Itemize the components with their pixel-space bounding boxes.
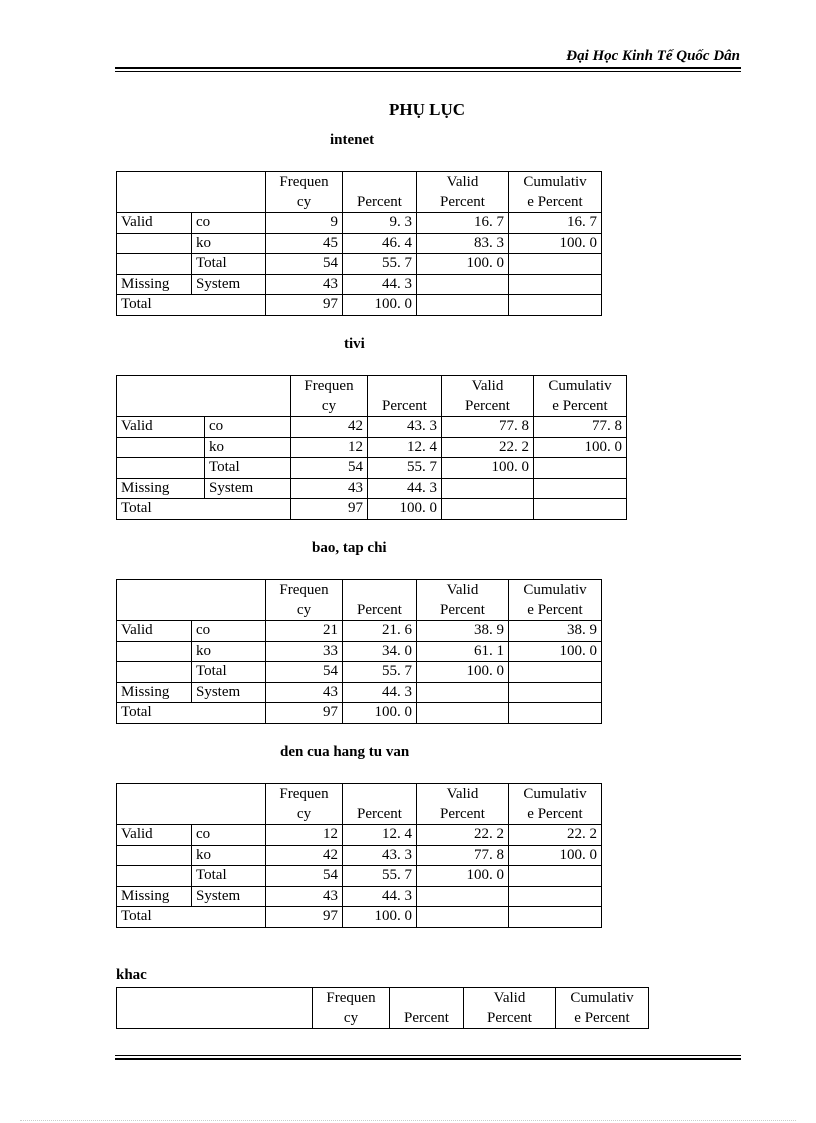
frequency-cell: 54 bbox=[266, 662, 343, 683]
table-row bbox=[117, 458, 627, 479]
header-blank-cell bbox=[117, 580, 266, 621]
col-header-frequency-line1: Frequen bbox=[326, 990, 376, 1006]
col-header-frequency-line2: cy bbox=[321, 397, 337, 414]
table-title: den cua hang tu van bbox=[280, 744, 410, 760]
valid-percent-cell: 100. 0 bbox=[417, 866, 509, 887]
cumulative-percent-cell bbox=[509, 703, 602, 724]
row-group-label bbox=[117, 845, 192, 866]
table-row bbox=[117, 866, 602, 887]
percent-cell: 12. 4 bbox=[368, 437, 442, 458]
col-header-frequency bbox=[266, 172, 343, 213]
frequency-cell: 21 bbox=[266, 621, 343, 642]
row-group-label: Valid bbox=[117, 417, 205, 438]
col-header-frequency bbox=[313, 988, 390, 1029]
table-row bbox=[117, 886, 602, 907]
frequency-table bbox=[116, 579, 602, 724]
col-header-cumulative-percent-line1: Cumulativ bbox=[548, 378, 612, 394]
frequency-cell: 97 bbox=[291, 499, 368, 520]
col-header-valid-percent bbox=[417, 172, 509, 213]
percent-cell: 44. 3 bbox=[368, 478, 442, 499]
table-row bbox=[117, 274, 602, 295]
row-group-label bbox=[117, 641, 192, 662]
col-header-frequency-line2: cy bbox=[296, 193, 312, 210]
row-group-label: Missing bbox=[117, 682, 192, 703]
col-header-valid-percent bbox=[464, 988, 556, 1029]
frequency-table bbox=[116, 783, 602, 928]
percent-cell: 44. 3 bbox=[343, 274, 417, 295]
percent-cell: 100. 0 bbox=[343, 295, 417, 316]
row-group-label bbox=[117, 866, 192, 887]
cumulative-percent-cell: 100. 0 bbox=[534, 437, 627, 458]
cumulative-percent-cell bbox=[509, 274, 602, 295]
row-group-label: Total bbox=[117, 295, 266, 316]
row-category-label: System bbox=[192, 886, 266, 907]
col-header-frequency bbox=[266, 784, 343, 825]
header-blank-cell bbox=[117, 988, 313, 1029]
col-header-valid-percent bbox=[417, 580, 509, 621]
col-header-frequency-line2: cy bbox=[343, 1009, 359, 1026]
cumulative-percent-cell bbox=[509, 295, 602, 316]
col-header-frequency-line2: cy bbox=[296, 805, 312, 822]
col-header-valid-percent bbox=[442, 376, 534, 417]
frequency-cell: 43 bbox=[291, 478, 368, 499]
col-header-valid-percent-line1: Valid bbox=[446, 582, 479, 598]
col-header-cumulative-percent bbox=[556, 988, 649, 1029]
page-header-text: Đại Học Kinh Tế Quốc Dân bbox=[566, 48, 740, 64]
valid-percent-cell: 16. 7 bbox=[417, 213, 509, 234]
frequency-cell: 45 bbox=[266, 233, 343, 254]
valid-percent-cell: 77. 8 bbox=[442, 417, 534, 438]
percent-cell: 100. 0 bbox=[368, 499, 442, 520]
frequency-cell: 42 bbox=[266, 845, 343, 866]
valid-percent-cell: 38. 9 bbox=[417, 621, 509, 642]
footer-rule-thin bbox=[115, 1055, 741, 1056]
cumulative-percent-cell: 22. 2 bbox=[509, 825, 602, 846]
row-category-label: System bbox=[192, 682, 266, 703]
frequency-cell: 12 bbox=[266, 825, 343, 846]
row-group-label: Missing bbox=[117, 478, 205, 499]
table-row bbox=[117, 825, 602, 846]
table-row bbox=[117, 703, 602, 724]
row-group-label: Total bbox=[117, 499, 291, 520]
cumulative-percent-cell bbox=[509, 886, 602, 907]
row-group-label: Valid bbox=[117, 213, 192, 234]
percent-cell: 100. 0 bbox=[343, 907, 417, 928]
col-header-cumulative-percent-line2: e Percent bbox=[574, 1009, 630, 1026]
cumulative-percent-cell bbox=[509, 866, 602, 887]
col-header-percent bbox=[343, 580, 417, 621]
col-header-valid-percent-line2: Percent bbox=[465, 397, 510, 414]
col-header-frequency bbox=[266, 580, 343, 621]
table-row bbox=[117, 295, 602, 316]
col-header-cumulative-percent-line2: e Percent bbox=[552, 397, 608, 414]
cumulative-percent-cell bbox=[509, 662, 602, 683]
frequency-cell: 42 bbox=[291, 417, 368, 438]
cumulative-percent-cell bbox=[534, 499, 627, 520]
valid-percent-cell: 100. 0 bbox=[417, 662, 509, 683]
row-category-label: System bbox=[192, 274, 266, 295]
col-header-valid-percent-line2: Percent bbox=[440, 193, 485, 210]
col-header-valid-percent-line1: Valid bbox=[446, 786, 479, 802]
table-title: bao, tap chi bbox=[312, 540, 387, 556]
cumulative-percent-cell: 100. 0 bbox=[509, 641, 602, 662]
col-header-percent-line1: Percent bbox=[357, 193, 402, 210]
percent-cell: 46. 4 bbox=[343, 233, 417, 254]
valid-percent-cell: 100. 0 bbox=[417, 254, 509, 275]
col-header-percent bbox=[368, 376, 442, 417]
valid-percent-cell bbox=[417, 703, 509, 724]
col-header-valid-percent-line2: Percent bbox=[440, 805, 485, 822]
table-row bbox=[117, 621, 602, 642]
percent-cell: 12. 4 bbox=[343, 825, 417, 846]
valid-percent-cell: 22. 2 bbox=[442, 437, 534, 458]
header-blank-cell bbox=[117, 784, 266, 825]
cumulative-percent-cell: 100. 0 bbox=[509, 845, 602, 866]
valid-percent-cell bbox=[442, 499, 534, 520]
table-header-row bbox=[117, 172, 602, 213]
row-category-label: co bbox=[192, 825, 266, 846]
frequency-table bbox=[116, 375, 627, 520]
frequency-table bbox=[116, 987, 649, 1029]
col-header-percent-line1: Percent bbox=[382, 397, 427, 414]
valid-percent-cell bbox=[417, 274, 509, 295]
col-header-frequency-line1: Frequen bbox=[279, 582, 329, 598]
table-row bbox=[117, 499, 627, 520]
row-category-label: ko bbox=[192, 233, 266, 254]
valid-percent-cell: 77. 8 bbox=[417, 845, 509, 866]
col-header-frequency-line2: cy bbox=[296, 601, 312, 618]
cumulative-percent-cell bbox=[509, 907, 602, 928]
header-rule bbox=[115, 67, 741, 69]
col-header-cumulative-percent-line2: e Percent bbox=[527, 601, 583, 618]
cumulative-percent-cell bbox=[534, 458, 627, 479]
col-header-cumulative-percent-line1: Cumulativ bbox=[523, 174, 587, 190]
frequency-cell: 43 bbox=[266, 886, 343, 907]
valid-percent-cell bbox=[417, 682, 509, 703]
row-group-label bbox=[117, 662, 192, 683]
row-group-label: Valid bbox=[117, 825, 192, 846]
col-header-cumulative-percent-line1: Cumulativ bbox=[523, 582, 587, 598]
percent-cell: 100. 0 bbox=[343, 703, 417, 724]
table-row bbox=[117, 662, 602, 683]
footer-dotted-line bbox=[20, 1120, 796, 1121]
col-header-percent bbox=[343, 784, 417, 825]
row-category-label: co bbox=[192, 213, 266, 234]
table-row bbox=[117, 845, 602, 866]
table-row bbox=[117, 213, 602, 234]
page-title: PHỤ LỤC bbox=[388, 100, 466, 119]
header-blank-cell bbox=[117, 376, 291, 417]
table-row bbox=[117, 417, 627, 438]
table-row bbox=[117, 437, 627, 458]
col-header-cumulative-percent bbox=[509, 580, 602, 621]
table-header-row bbox=[117, 784, 602, 825]
frequency-cell: 97 bbox=[266, 295, 343, 316]
percent-cell: 21. 6 bbox=[343, 621, 417, 642]
valid-percent-cell bbox=[417, 886, 509, 907]
row-group-label: Valid bbox=[117, 621, 192, 642]
frequency-cell: 9 bbox=[266, 213, 343, 234]
col-header-valid-percent bbox=[417, 784, 509, 825]
col-header-cumulative-percent bbox=[509, 784, 602, 825]
col-header-cumulative-percent bbox=[534, 376, 627, 417]
frequency-cell: 33 bbox=[266, 641, 343, 662]
row-group-label bbox=[117, 254, 192, 275]
table-header-row bbox=[117, 580, 602, 621]
frequency-cell: 12 bbox=[291, 437, 368, 458]
valid-percent-cell: 61. 1 bbox=[417, 641, 509, 662]
frequency-cell: 97 bbox=[266, 703, 343, 724]
col-header-frequency-line1: Frequen bbox=[279, 786, 329, 802]
row-group-label bbox=[117, 458, 205, 479]
table-title: khac bbox=[116, 967, 147, 983]
row-category-label: ko bbox=[192, 641, 266, 662]
cumulative-percent-cell bbox=[509, 682, 602, 703]
row-category-label: System bbox=[205, 478, 291, 499]
footer-rule bbox=[115, 1058, 741, 1060]
cumulative-percent-cell bbox=[534, 478, 627, 499]
table-row bbox=[117, 254, 602, 275]
percent-cell: 44. 3 bbox=[343, 682, 417, 703]
table-header-row bbox=[117, 988, 649, 1029]
table-row bbox=[117, 641, 602, 662]
col-header-percent-line1: Percent bbox=[404, 1009, 449, 1026]
header-rule-thin bbox=[115, 71, 741, 72]
row-group-label: Total bbox=[117, 703, 266, 724]
row-group-label bbox=[117, 233, 192, 254]
col-header-percent bbox=[343, 172, 417, 213]
table-row bbox=[117, 907, 602, 928]
table-title: intenet bbox=[330, 132, 375, 148]
frequency-cell: 43 bbox=[266, 274, 343, 295]
percent-cell: 55. 7 bbox=[343, 254, 417, 275]
valid-percent-cell bbox=[417, 295, 509, 316]
cumulative-percent-cell: 38. 9 bbox=[509, 621, 602, 642]
row-group-label bbox=[117, 437, 205, 458]
cumulative-percent-cell: 77. 8 bbox=[534, 417, 627, 438]
percent-cell: 55. 7 bbox=[343, 662, 417, 683]
col-header-valid-percent-line2: Percent bbox=[440, 601, 485, 618]
row-group-label: Total bbox=[117, 907, 266, 928]
percent-cell: 43. 3 bbox=[343, 845, 417, 866]
col-header-cumulative-percent-line2: e Percent bbox=[527, 805, 583, 822]
frequency-cell: 43 bbox=[266, 682, 343, 703]
col-header-frequency-line1: Frequen bbox=[279, 174, 329, 190]
percent-cell: 34. 0 bbox=[343, 641, 417, 662]
percent-cell: 43. 3 bbox=[368, 417, 442, 438]
valid-percent-cell: 22. 2 bbox=[417, 825, 509, 846]
col-header-percent-line1: Percent bbox=[357, 601, 402, 618]
cumulative-percent-cell bbox=[509, 254, 602, 275]
row-category-label: Total bbox=[205, 458, 291, 479]
col-header-valid-percent-line2: Percent bbox=[487, 1009, 532, 1026]
valid-percent-cell bbox=[442, 478, 534, 499]
row-category-label: ko bbox=[205, 437, 291, 458]
cumulative-percent-cell: 100. 0 bbox=[509, 233, 602, 254]
table-header-row bbox=[117, 376, 627, 417]
percent-cell: 55. 7 bbox=[368, 458, 442, 479]
row-category-label: co bbox=[205, 417, 291, 438]
col-header-valid-percent-line1: Valid bbox=[471, 378, 504, 394]
col-header-cumulative-percent-line2: e Percent bbox=[527, 193, 583, 210]
col-header-cumulative-percent-line1: Cumulativ bbox=[523, 786, 587, 802]
row-category-label: Total bbox=[192, 254, 266, 275]
row-category-label: ko bbox=[192, 845, 266, 866]
percent-cell: 9. 3 bbox=[343, 213, 417, 234]
valid-percent-cell bbox=[417, 907, 509, 928]
percent-cell: 55. 7 bbox=[343, 866, 417, 887]
col-header-percent bbox=[390, 988, 464, 1029]
col-header-frequency-line1: Frequen bbox=[304, 378, 354, 394]
col-header-valid-percent-line1: Valid bbox=[446, 174, 479, 190]
valid-percent-cell: 100. 0 bbox=[442, 458, 534, 479]
table-row bbox=[117, 682, 602, 703]
row-category-label: co bbox=[192, 621, 266, 642]
frequency-table bbox=[116, 171, 602, 316]
header-blank-cell bbox=[117, 172, 266, 213]
row-category-label: Total bbox=[192, 662, 266, 683]
percent-cell: 44. 3 bbox=[343, 886, 417, 907]
table-row bbox=[117, 478, 627, 499]
col-header-frequency bbox=[291, 376, 368, 417]
frequency-cell: 54 bbox=[291, 458, 368, 479]
frequency-cell: 97 bbox=[266, 907, 343, 928]
cumulative-percent-cell: 16. 7 bbox=[509, 213, 602, 234]
valid-percent-cell: 83. 3 bbox=[417, 233, 509, 254]
col-header-cumulative-percent-line1: Cumulativ bbox=[570, 990, 634, 1006]
row-group-label: Missing bbox=[117, 274, 192, 295]
frequency-cell: 54 bbox=[266, 254, 343, 275]
col-header-cumulative-percent bbox=[509, 172, 602, 213]
col-header-percent-line1: Percent bbox=[357, 805, 402, 822]
table-row bbox=[117, 233, 602, 254]
col-header-valid-percent-line1: Valid bbox=[493, 990, 526, 1006]
row-category-label: Total bbox=[192, 866, 266, 887]
table-title: tivi bbox=[344, 336, 365, 352]
frequency-cell: 54 bbox=[266, 866, 343, 887]
row-group-label: Missing bbox=[117, 886, 192, 907]
